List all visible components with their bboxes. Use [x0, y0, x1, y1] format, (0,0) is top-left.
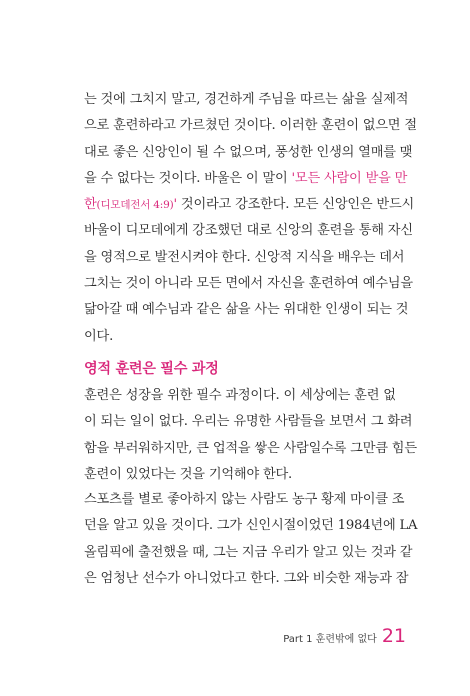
text-line: 바울이 디모데에게 강조했던 대로 신앙의 훈련을 통해 자신: [84, 223, 413, 239]
paragraph-2: [84, 383, 417, 488]
text-segment: 것이라고 강조한다. 모든 신앙인은 반드시: [176, 197, 415, 213]
running-footer-label: Part 1 훈련밖에 없다: [283, 634, 377, 645]
text-segment: 을 수 없다는 것이다. 바울은 이 말이: [84, 170, 292, 186]
text-line: 은 엄청난 선수가 아니었다고 한다. 그와 비슷한 재능과 잠: [84, 570, 409, 586]
text-line: 그치는 것이 아니라 모든 면에서 자신을 훈련하여 예수님을: [84, 276, 413, 292]
text-line: 올림픽에 출전했을 때, 그는 지금 우리가 알고 있는 것과 같: [84, 544, 413, 560]
text-line: 을 영적으로 발전시켜야 한다. 신앙적 지식을 배우는 데서: [84, 249, 405, 265]
text-line: 던을 알고 있을 것이다. 그가 신인시절이었던 1984년에 LA: [84, 518, 418, 534]
text-line: 함을 부러워하지만, 큰 업적을 쌓은 사람일수록 그만큼 힘든: [84, 440, 417, 456]
text-line: 훈련은 성장을 위한 필수 과정이다. 이 세상에는 훈련 없: [84, 388, 396, 403]
text-line: [84, 166, 408, 192]
quote-close-mark: ': [173, 197, 177, 213]
scripture-citation: (디모데전서 4:9): [96, 199, 174, 212]
text-line: 는 것에 그치지 말고, 경건하게 주님을 따르는 삶을 실제적: [84, 92, 409, 107]
text-line: 이다.: [84, 328, 114, 344]
text-line: [84, 192, 415, 218]
text-line: 훈련이 있었다는 것을 기억해야 한다.: [84, 466, 293, 482]
text-line: 닮아갈 때 예수님과 같은 삶을 사는 위대한 인생이 되는 것: [84, 302, 409, 318]
page-number: 21: [381, 625, 406, 647]
paragraph-3: [84, 487, 418, 592]
text-line: 스포츠를 별로 좋아하지 않는 사람도 농구 황제 마이클 조: [84, 492, 405, 507]
page-footer: [283, 625, 406, 647]
bible-quote-end: 한: [84, 197, 97, 213]
text-line: 대로 좋은 신앙인이 될 수 없으며, 풍성한 인생의 열매를 맺: [84, 144, 413, 160]
bible-quote: '모든 사람이 받을 만: [291, 170, 408, 186]
section-heading: 영적 훈련은 필수 과정: [84, 361, 219, 377]
text-line: 으로 훈련하라고 가르쳤던 것이다. 이러한 훈련이 없으면 절: [84, 118, 417, 134]
paragraph-1: [84, 87, 417, 350]
text-line: 이 되는 일이 없다. 우리는 유명한 사람들을 보면서 그 화려: [84, 414, 413, 430]
